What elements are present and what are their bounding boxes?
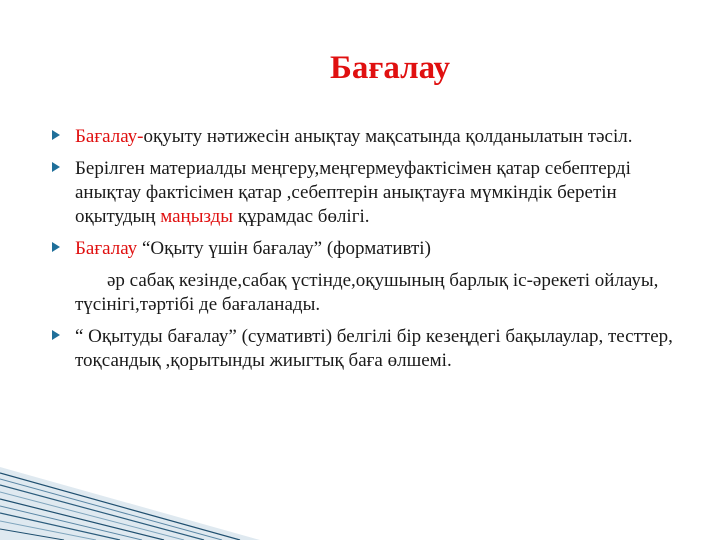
slide-content xyxy=(50,125,700,381)
formative-description xyxy=(50,269,700,317)
bullet-item-definition xyxy=(50,125,700,149)
term-assessment-formative: Бағалау xyxy=(75,238,138,259)
bullet-item-importance xyxy=(50,157,700,229)
importance-highlight: маңызды xyxy=(160,206,234,227)
triangle-bullet-icon xyxy=(52,130,60,140)
term-assessment: Бағалау- xyxy=(75,126,144,147)
importance-text-after: құрамдас бөлігі. xyxy=(233,206,370,227)
bullet-item-formative xyxy=(50,237,700,261)
corner-stripes-decoration xyxy=(0,445,260,540)
triangle-bullet-icon xyxy=(52,162,60,172)
definition-text: оқуыту нәтижесін анықтау мақсатында қолданылатын тәсіл. xyxy=(143,126,633,147)
slide-title: Бағалау xyxy=(330,50,450,86)
triangle-bullet-icon xyxy=(52,330,60,340)
triangle-bullet-icon xyxy=(52,242,60,252)
importance-text-before: Берілген материалды меңгеру,меңгермеуфактісімен қатар себептерді анықтау фактісімен қатар ,себептерін анықтауға мүмкіндік беретін оқытудың xyxy=(75,158,631,227)
bullet-item-summative xyxy=(50,325,700,373)
summative-text: “ Оқытуды бағалау” (сумативті) белгілі бір кезеңдегі бақылаулар, тесттер, тоқсандық ,қорытынды жиыгтық баға өлшемі. xyxy=(75,326,673,371)
formative-description-text: әр сабақ кезінде,сабақ үстінде,оқушының барлық іс-әрекеті ойлауы, түсінігі,тәртібі де бағаланады. xyxy=(75,270,659,315)
formative-text: “Оқыту үшін бағалау” (формативті) xyxy=(137,238,431,259)
